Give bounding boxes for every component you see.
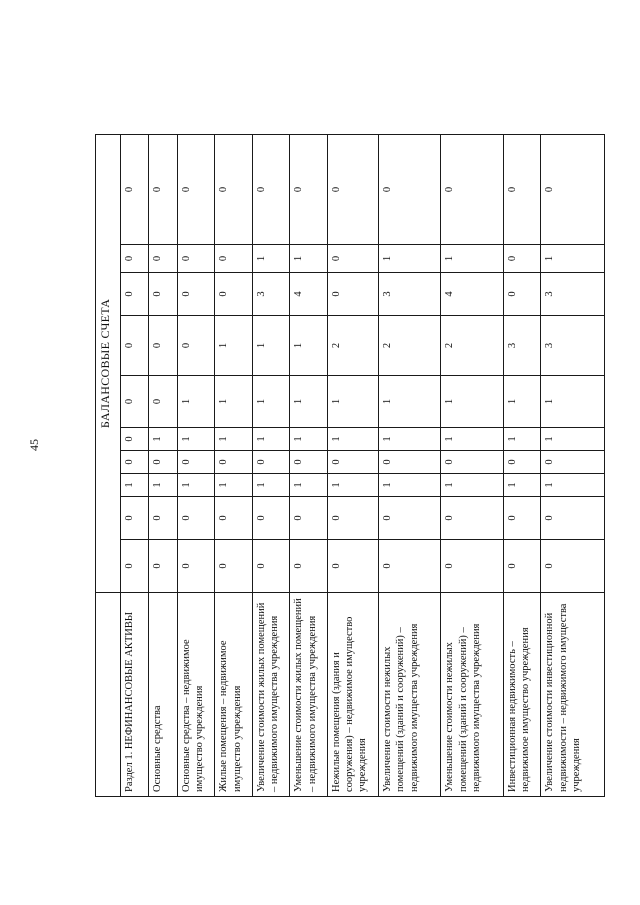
account-digit-cell: 0 [252,134,289,244]
account-digit-cell: 0 [290,451,327,474]
account-digit-cell: 1 [215,316,252,376]
account-digit-cell: 0 [149,451,177,474]
account-digit-cell: 3 [541,273,605,316]
row-label: Основные средства [149,593,177,797]
account-digit-cell: 1 [378,376,440,428]
account-digit-cell: 3 [252,273,289,316]
account-digit-cell: 0 [503,451,540,474]
account-digit-cell: 0 [149,134,177,244]
header-title: БАЛАНСОВЫЕ СЧЕТА [96,134,121,592]
account-digit-cell: 1 [441,428,503,451]
account-digit-cell: 0 [149,376,177,428]
account-digit-cell: 0 [120,245,148,273]
account-digit-cell: 1 [252,316,289,376]
account-digit-cell: 1 [541,474,605,497]
account-digit-cell: 1 [327,428,378,451]
table-row [290,134,327,796]
account-digit-cell: 0 [327,540,378,593]
account-digit-cell: 0 [252,451,289,474]
account-digit-cell: 3 [378,273,440,316]
account-digit-cell: 0 [177,134,214,244]
row-label: Увеличение стоимости нежилых помещений (зданий и сооружений) – недвижимого имущества учреждения [378,593,440,797]
page-number: 45 [27,439,41,451]
table-header-row [96,134,121,796]
account-digit-cell: 0 [503,245,540,273]
account-digit-cell: 0 [215,540,252,593]
account-digit-cell: 0 [378,497,440,540]
account-digit-cell: 0 [149,497,177,540]
row-label: Основные средства – недвижимое имущество учреждения [177,593,214,797]
account-digit-cell: 0 [177,497,214,540]
account-digit-cell: 1 [290,316,327,376]
account-digit-cell: 0 [177,540,214,593]
account-digit-cell: 0 [177,273,214,316]
account-digit-cell: 0 [327,245,378,273]
table-row [177,134,214,796]
table-row [215,134,252,796]
account-digit-cell: 1 [541,245,605,273]
account-digit-cell: 0 [290,540,327,593]
account-digit-cell: 0 [541,451,605,474]
account-digit-cell: 1 [503,474,540,497]
account-digit-cell: 0 [120,540,148,593]
row-label: Нежилые помещения (здания и сооружения) – недвижимое имущество учреждения [327,593,378,797]
row-label: Уменьшение стоимости жилых помещений – недвижимого имущества учреждения [290,593,327,797]
account-digit-cell: 0 [503,134,540,244]
account-digit-cell: 0 [120,316,148,376]
account-digit-cell: 0 [215,273,252,316]
account-digit-cell: 1 [149,428,177,451]
header-blank-cell [96,593,121,797]
account-digit-cell: 0 [177,451,214,474]
account-digit-cell: 1 [252,428,289,451]
table-row [441,134,503,796]
account-digit-cell: 1 [441,376,503,428]
account-digit-cell: 0 [441,497,503,540]
account-digit-cell: 0 [378,451,440,474]
account-digit-cell: 0 [215,451,252,474]
account-digit-cell: 1 [503,376,540,428]
account-digit-cell: 0 [252,540,289,593]
row-label: Уменьшение стоимости нежилых помещений (зданий и сооружений) – недвижимого имущества учреждения [441,593,503,797]
account-digit-cell: 1 [290,245,327,273]
account-digit-cell: 0 [327,497,378,540]
table-row [149,134,177,796]
account-digit-cell: 0 [327,273,378,316]
account-digit-cell: 0 [120,273,148,316]
account-digit-cell: 1 [215,376,252,428]
account-digit-cell: 0 [120,134,148,244]
account-digit-cell: 4 [290,273,327,316]
account-digit-cell: 0 [120,376,148,428]
table-body [96,134,605,796]
account-digit-cell: 1 [441,474,503,497]
account-digit-cell: 0 [215,497,252,540]
account-digit-cell: 0 [120,451,148,474]
account-digit-cell: 0 [327,451,378,474]
account-digit-cell: 1 [541,376,605,428]
account-digit-cell: 1 [149,474,177,497]
row-label: Инвестиционная недвижимость – недвижимое имущество учреждения [503,593,540,797]
account-digit-cell: 3 [541,316,605,376]
account-digit-cell: 0 [441,451,503,474]
account-digit-cell: 0 [149,540,177,593]
table-row [541,134,605,796]
account-digit-cell: 0 [120,428,148,451]
account-digit-cell: 1 [215,428,252,451]
table-row [120,134,148,796]
row-label: Жилые помещения – недвижимое имущество учреждения [215,593,252,797]
table-row [252,134,289,796]
account-digit-cell: 1 [327,376,378,428]
account-digit-cell: 0 [290,134,327,244]
account-digit-cell: 0 [378,540,440,593]
account-digit-cell: 1 [290,474,327,497]
account-digit-cell: 0 [215,134,252,244]
account-digit-cell: 0 [149,316,177,376]
account-digit-cell: 1 [177,428,214,451]
account-digit-cell: 1 [252,474,289,497]
account-digit-cell: 0 [541,540,605,593]
account-digit-cell: 0 [149,245,177,273]
account-digit-cell: 0 [290,497,327,540]
account-digit-cell: 0 [327,134,378,244]
account-digit-cell: 0 [441,540,503,593]
account-digit-cell: 3 [503,316,540,376]
account-digit-cell: 0 [215,245,252,273]
account-digit-cell: 0 [503,273,540,316]
account-digit-cell: 1 [252,245,289,273]
account-digit-cell: 0 [252,497,289,540]
account-digit-cell: 0 [177,245,214,273]
account-digit-cell: 1 [327,474,378,497]
account-digit-cell: 1 [378,428,440,451]
account-digit-cell: 1 [120,474,148,497]
account-digit-cell: 0 [177,316,214,376]
rotated-table-container [95,135,605,797]
account-digit-cell: 2 [441,316,503,376]
account-digit-cell: 1 [177,376,214,428]
account-digit-cell: 1 [290,428,327,451]
account-digit-cell: 2 [327,316,378,376]
table-row [378,134,440,796]
account-digit-cell: 0 [120,497,148,540]
table-row [327,134,378,796]
account-digit-cell: 1 [378,245,440,273]
balance-accounts-table [95,134,605,797]
account-digit-cell: 1 [290,376,327,428]
account-digit-cell: 0 [503,497,540,540]
account-digit-cell: 1 [252,376,289,428]
row-label: Раздел 1. НЕФИНАНСОВЫЕ АКТИВЫ [120,593,148,797]
account-digit-cell: 1 [441,245,503,273]
account-digit-cell: 0 [541,134,605,244]
row-label: Увеличение стоимости жилых помещений – недвижимого имущества учреждения [252,593,289,797]
account-digit-cell: 0 [441,134,503,244]
account-digit-cell: 1 [378,474,440,497]
table-row [503,134,540,796]
account-digit-cell: 4 [441,273,503,316]
account-digit-cell: 1 [215,474,252,497]
account-digit-cell: 0 [378,134,440,244]
account-digit-cell: 0 [541,497,605,540]
row-label: Увеличение стоимости инвестиционной недвижимости – недвижимого имущества учреждения [541,593,605,797]
account-digit-cell: 0 [149,273,177,316]
account-digit-cell: 1 [177,474,214,497]
account-digit-cell: 2 [378,316,440,376]
account-digit-cell: 1 [503,428,540,451]
account-digit-cell: 1 [541,428,605,451]
account-digit-cell: 0 [503,540,540,593]
